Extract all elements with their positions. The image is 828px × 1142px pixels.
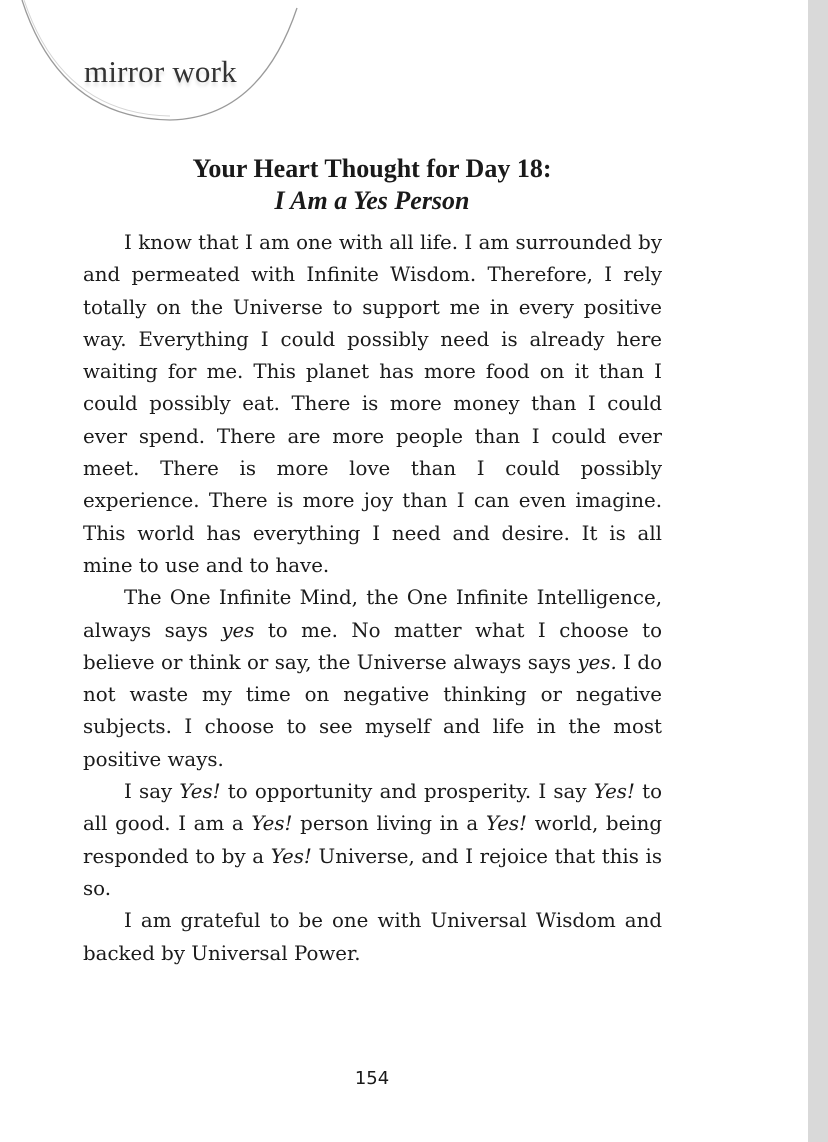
text-run: I say — [124, 780, 180, 804]
emphasis-text: Yes! — [270, 844, 312, 868]
paragraph-2 — [83, 582, 662, 776]
text-run: to opportunity and prosperity. I say — [220, 780, 594, 804]
text-run: I do not waste my time on negative thinking or negative subjects. I choose to see myself and life in the most positive ways. — [83, 650, 662, 771]
section-header-label: mirror work — [84, 54, 237, 89]
text-run: The One Infinite Mind, the One Infinite Intelligence, always says — [83, 586, 662, 642]
text-run: Universe, and I rejoice that this is so. — [83, 844, 662, 900]
text-run: to all good. I am a — [83, 780, 662, 836]
page-number: 154 — [354, 1068, 390, 1089]
paragraph-3 — [83, 776, 662, 905]
emphasis-text: Yes! — [485, 812, 528, 836]
emphasis-text: Yes! — [593, 780, 635, 804]
day-heading: Your Heart Thought for Day 18: — [192, 154, 552, 183]
emphasis-text: yes. — [577, 650, 617, 674]
text-run: person living in a — [292, 812, 486, 836]
day-subheading: I Am a Yes Person — [274, 186, 470, 215]
emphasis-text: yes — [221, 618, 255, 642]
paragraph-4: I am grateful to be one with Universal Wisdom and backed by Universal Power. — [83, 909, 662, 965]
page-edge-gutter — [808, 0, 828, 1142]
emphasis-text: Yes! — [179, 780, 221, 804]
emphasis-text: Yes! — [251, 812, 293, 836]
text-run: to me. No matter what I choose to believe or think or say, the Universe always says — [83, 618, 662, 674]
paragraph-1: I know that I am one with all life. I am surrounded by and permeated with Infinite Wisdom. Therefore, I rely totally on the Universe to support me in every positive way. Everything I could possibly need is already here waiting for me. This planet has more food on it than I could possibly eat. There is more money than I could ever spend. There are more people than I could ever meet. There is more love than I could possibly experience. There is more joy than I can even imagine. This world has everything I need and desire. It is all mine to use and to have. — [83, 231, 662, 577]
text-run: world, being responded to by a — [83, 812, 663, 868]
body-text — [83, 227, 662, 970]
